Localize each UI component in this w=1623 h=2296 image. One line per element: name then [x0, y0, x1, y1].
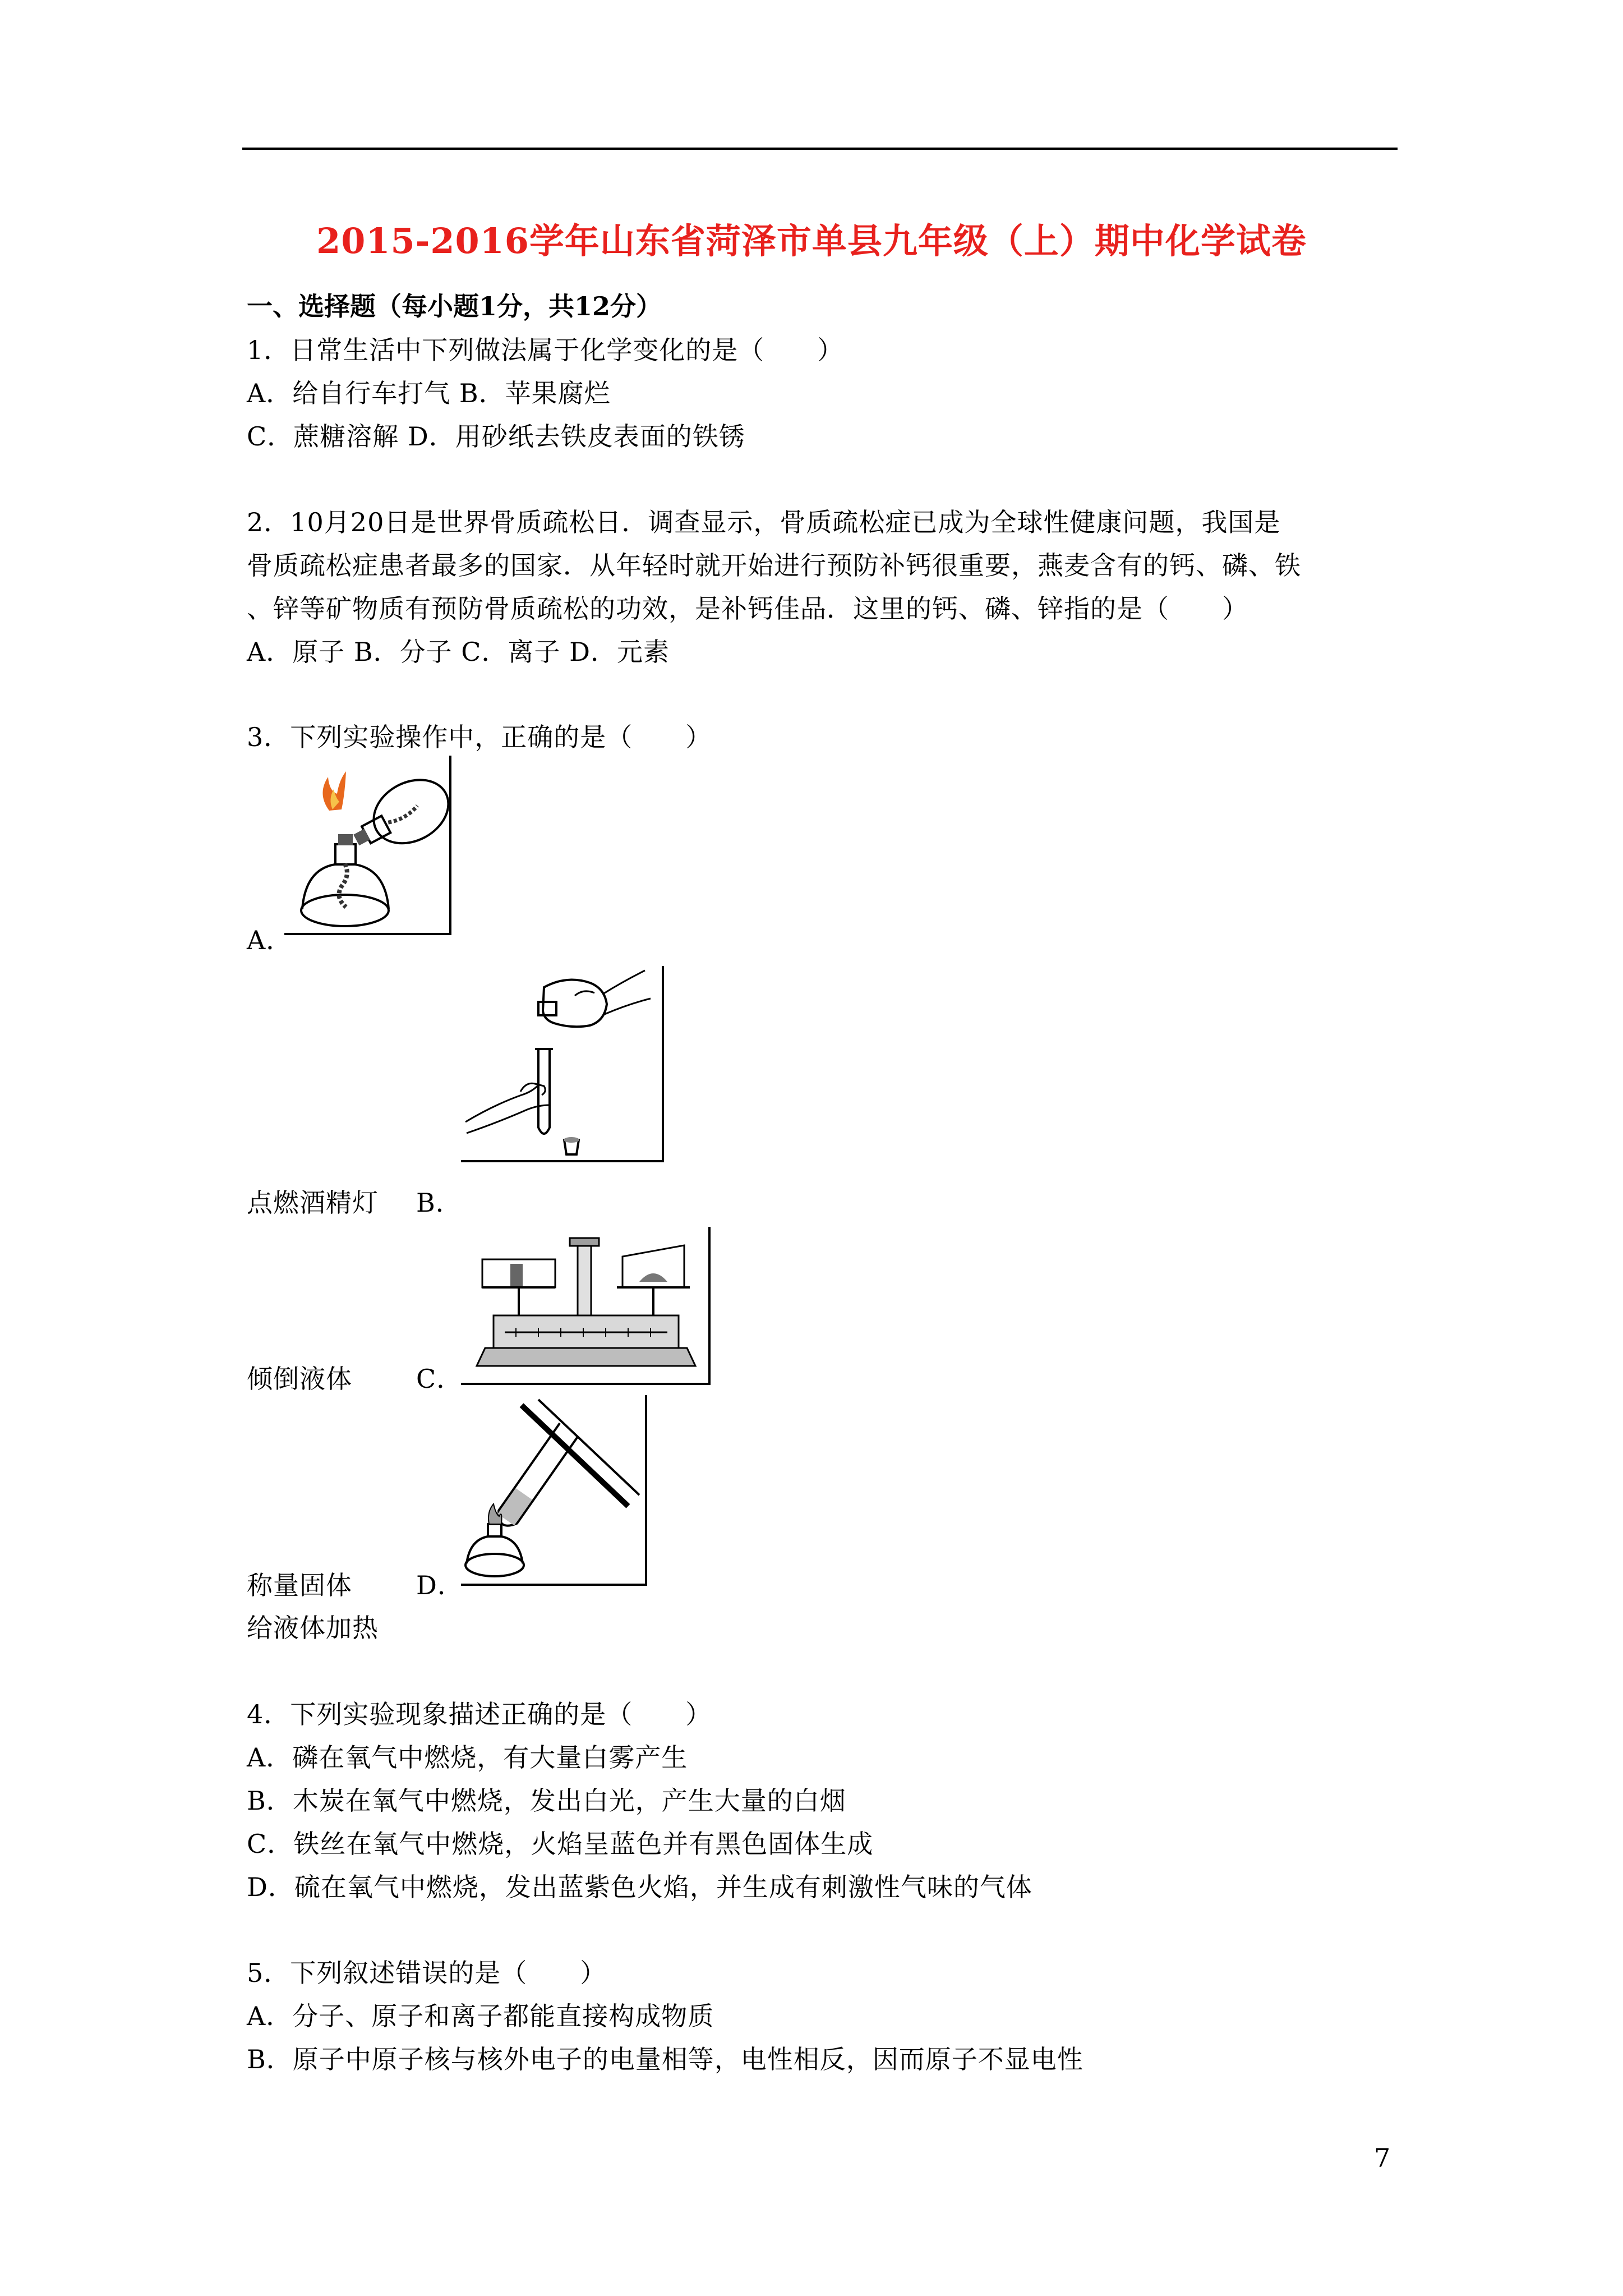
q4-stem: 4．下列实验现象描述正确的是（ ）	[247, 1699, 712, 1729]
q3-label-a: A．	[247, 925, 293, 955]
q3-stem: 3．下列实验操作中，正确的是（ ）	[247, 722, 712, 752]
q2-line-1: 2．10月20日是世界骨质疏松日．调查显示，骨质疏松症已成为全球性健康问题，我国是	[247, 507, 1281, 537]
q1-options-cd: C．蔗糖溶解 D．用砂纸去铁皮表面的铁锈	[247, 421, 745, 452]
q2-line-3: 、锌等矿物质有预防骨质疏松的功效，是补钙佳品．这里的钙、磷、锌指的是（ ）	[247, 593, 1248, 624]
figure-b-pouring-liquid	[460, 965, 667, 1164]
q2-options: A．原子 B．分子 C．离子 D．元素	[247, 637, 670, 667]
header-rule	[242, 148, 1398, 150]
q5-stem: 5．下列叙述错误的是（ ）	[247, 1958, 607, 1988]
q1-options-ab: A．给自行车打气 B．苹果腐烂	[247, 378, 611, 408]
q3-label-b: B．	[416, 1188, 462, 1218]
q3-label-d: D．	[416, 1570, 464, 1600]
q4-option-d: D．硫在氧气中燃烧，发出蓝紫色火焰，并生成有刺激性气味的气体	[247, 1872, 1032, 1902]
q1-stem: 1．日常生活中下列做法属于化学变化的是（ ）	[247, 335, 844, 365]
q3-caption-a: 点燃酒精灯	[247, 1188, 379, 1218]
q4-option-b: B．木炭在氧气中燃烧，发出白光，产生大量的白烟	[247, 1786, 846, 1816]
q5-option-b: B．原子中原子核与核外电子的电量相等，电性相反，因而原子不显电性	[247, 2044, 1083, 2074]
q2-line-2: 骨质疏松症患者最多的国家．从年轻时就开始进行预防补钙很重要，燕麦含有的钙、磷、铁	[247, 550, 1301, 581]
figure-a-alcohol-lamp	[283, 754, 457, 937]
page-number: 7	[1374, 2143, 1391, 2173]
q4-option-c: C．铁丝在氧气中燃烧，火焰呈蓝色并有黑色固体生成	[247, 1829, 874, 1859]
q3-label-c: C．	[416, 1364, 463, 1394]
figure-c-balance	[460, 1226, 712, 1386]
q4-option-a: A．磷在氧气中燃烧，有大量白雾产生	[247, 1742, 688, 1773]
q3-caption-d: 给液体加热	[247, 1613, 379, 1643]
section-heading: 一、选择题（每小题1分，共12分）	[247, 291, 662, 321]
q3-caption-c: 称量固体	[247, 1570, 352, 1600]
exam-title: 2015-2016学年山东省菏泽市单县九年级（上）期中化学试卷	[316, 220, 1307, 261]
q3-caption-b: 倾倒液体	[247, 1364, 352, 1394]
q5-option-a: A．分子、原子和离子都能直接构成物质	[247, 2001, 714, 2031]
figure-d-heating-liquid	[460, 1394, 651, 1588]
